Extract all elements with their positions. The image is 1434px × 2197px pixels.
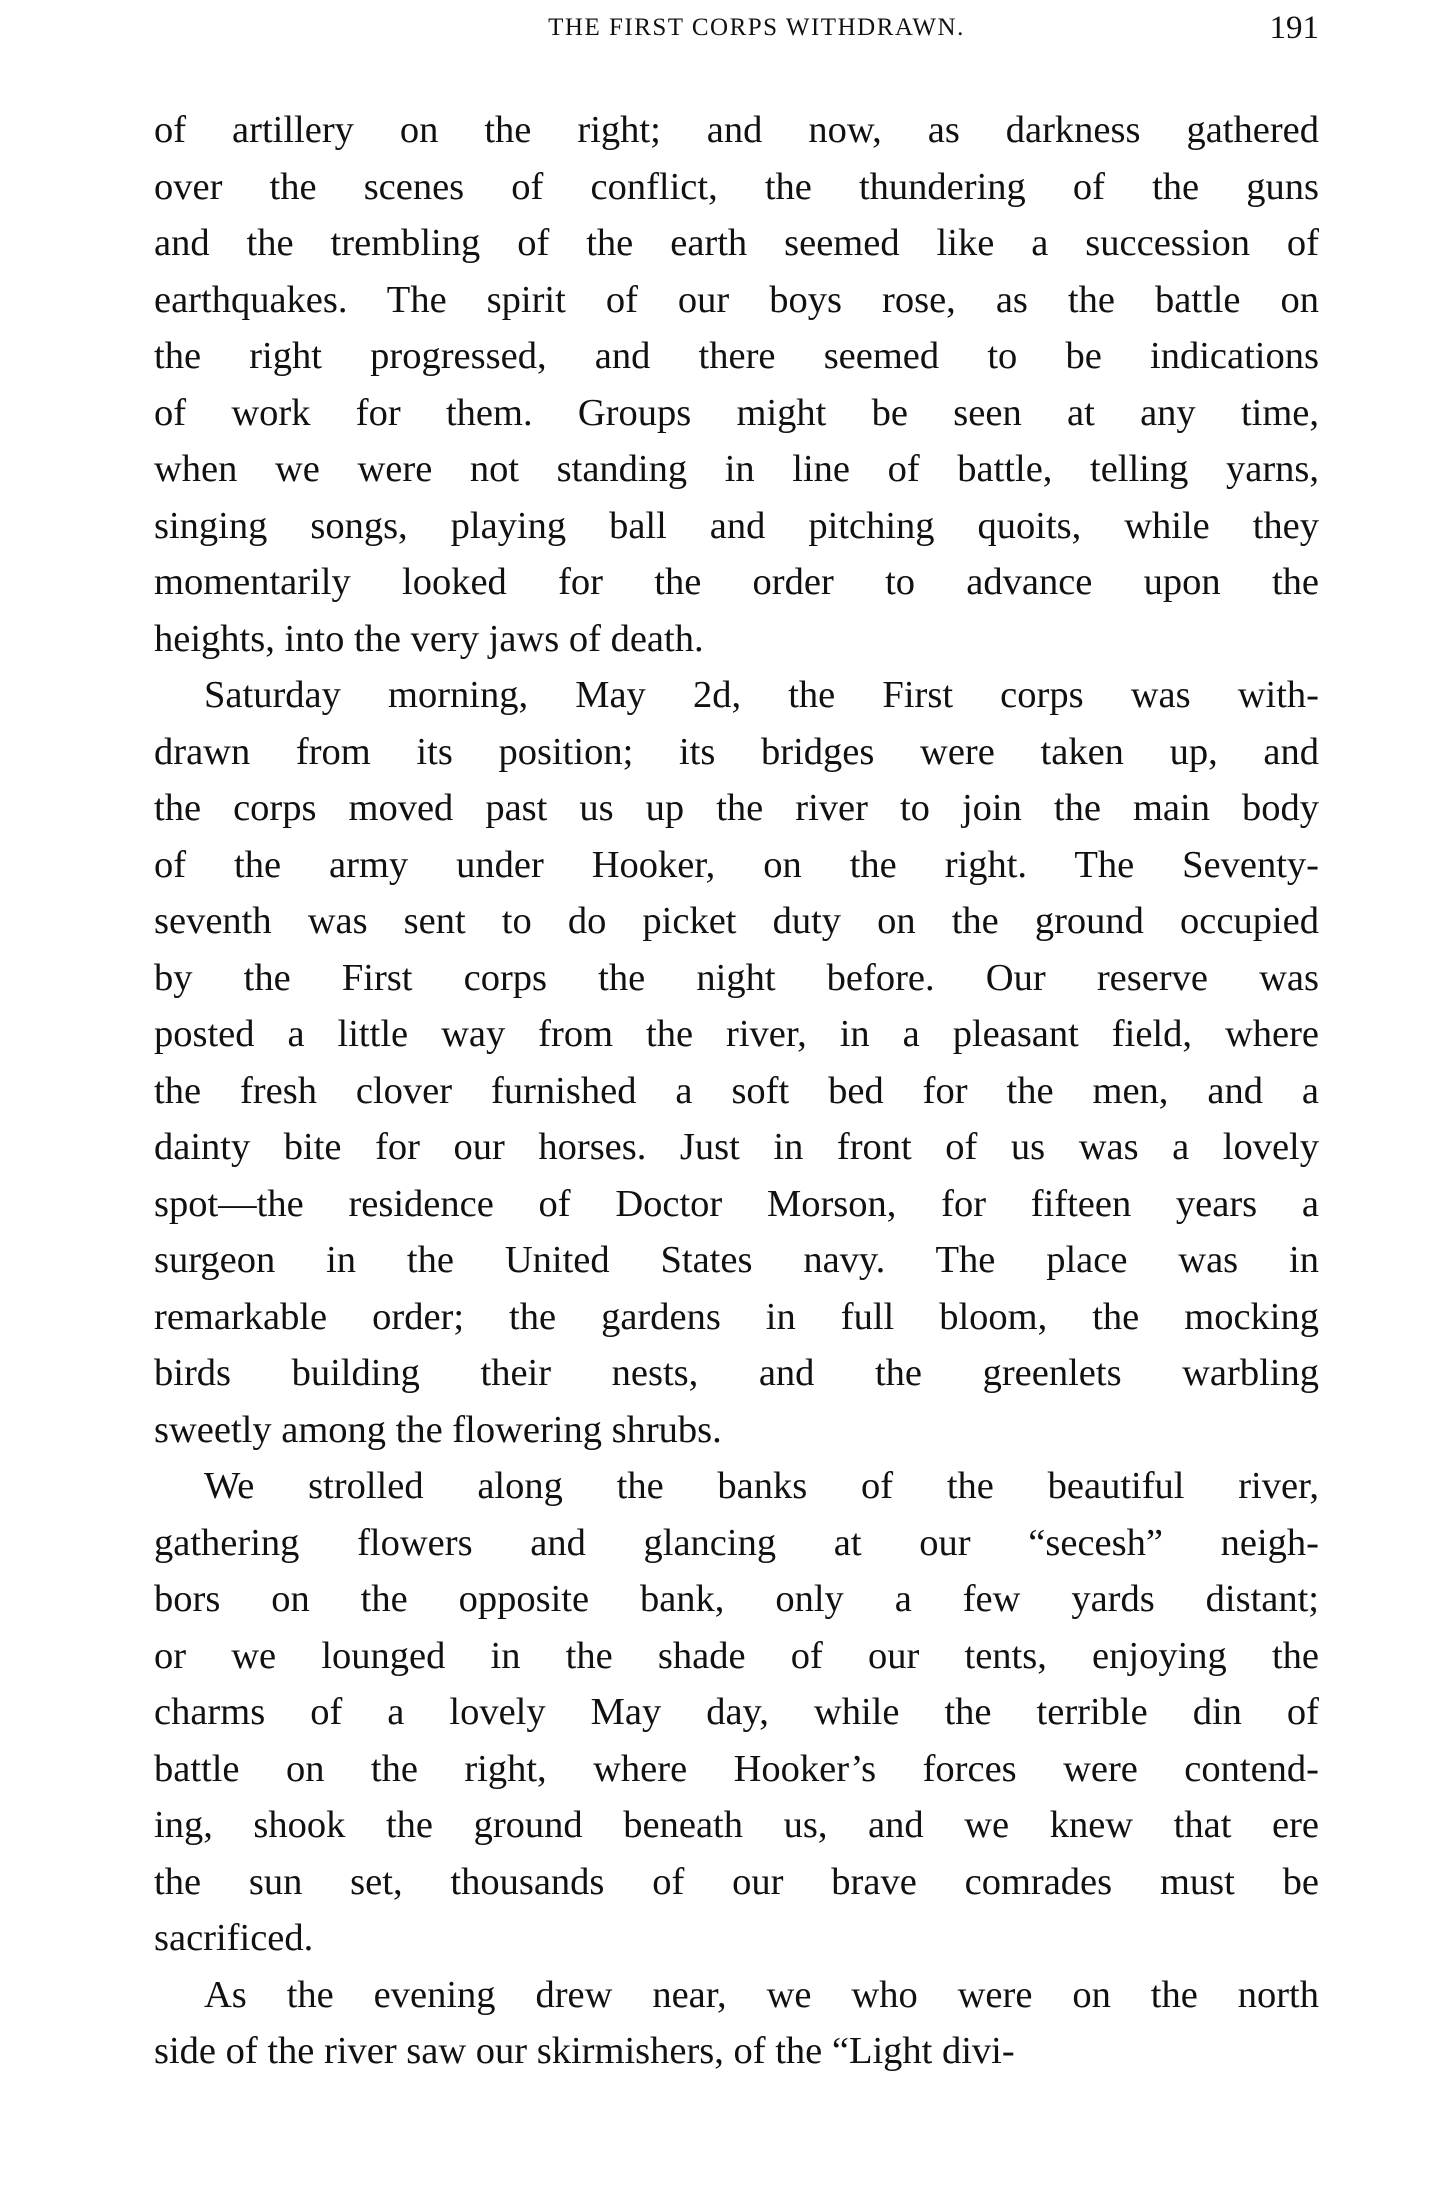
text-line: sweetly among the flowering shrubs. <box>154 1408 722 1451</box>
text-line: of the army under Hooker, on the right. The Seventy- <box>154 843 1319 886</box>
text-line: over the scenes of conflict, the thundering of the guns <box>154 165 1319 208</box>
text-line: of work for them. Groups might be seen at any time, <box>154 391 1319 434</box>
text-line: the right progressed, and there seemed to be indications <box>154 335 1319 377</box>
text-line: momentarily looked for the order to advance upon the <box>154 561 1319 603</box>
text-line: the corps moved past us up the river to join the main body <box>154 787 1319 829</box>
text-line: spot—the residence of Doctor Morson, for fifteen years a <box>154 1182 1319 1225</box>
paragraph <box>154 1458 1319 1967</box>
text-line: As the evening drew near, we who were on the north <box>204 1973 1319 2016</box>
text-line: surgeon in the United States navy. The place was in <box>154 1239 1319 1281</box>
text-line: seventh was sent to do picket duty on the ground occupied <box>154 900 1319 942</box>
text-line: ing, shook the ground beneath us, and we knew that ere <box>154 1804 1319 1846</box>
text-line: battle on the right, where Hooker’s forces were contend- <box>154 1747 1319 1790</box>
text-line: of artillery on the right; and now, as darkness gathered <box>154 109 1319 151</box>
text-line: drawn from its position; its bridges were taken up, and <box>154 730 1319 773</box>
text-line: by the First corps the night before. Our reserve was <box>154 956 1319 999</box>
text-line: remarkable order; the gardens in full bloom, the mocking <box>154 1295 1319 1338</box>
text-line: the fresh clover furnished a soft bed for the men, and a <box>154 1069 1319 1112</box>
text-line: when we were not standing in line of battle, telling yarns, <box>154 448 1319 490</box>
text-line: singing songs, playing ball and pitching quoits, while they <box>154 504 1319 547</box>
text-line: dainty bite for our horses. Just in front of us was a lovely <box>154 1126 1319 1168</box>
text-line: earthquakes. The spirit of our boys rose, as the battle on <box>154 278 1319 321</box>
text-line: side of the river saw our skirmishers, of the “Light divi- <box>154 2030 1015 2072</box>
text-line: and the trembling of the earth seemed like a succession of <box>154 222 1319 264</box>
paragraph <box>154 667 1319 1458</box>
text-line: bors on the opposite bank, only a few yards distant; <box>154 1578 1319 1620</box>
page-body <box>154 102 1319 2080</box>
text-line: gathering flowers and glancing at our “secesh” neigh- <box>154 1521 1319 1564</box>
text-line: birds building their nests, and the greenlets warbling <box>154 1352 1319 1394</box>
text-line: posted a little way from the river, in a pleasant field, where <box>154 1013 1319 1055</box>
text-line: heights, into the very jaws of death. <box>154 617 704 660</box>
text-line: or we lounged in the shade of our tents, enjoying the <box>154 1634 1319 1677</box>
text-line: We strolled along the banks of the beautiful river, <box>204 1465 1319 1507</box>
running-title: THE FIRST CORPS WITHDRAWN. <box>548 14 965 41</box>
text-line: Saturday morning, May 2d, the First corps was with- <box>204 674 1319 716</box>
text-line: charms of a lovely May day, while the terrible din of <box>154 1691 1319 1733</box>
text-line: the sun set, thousands of our brave comrades must be <box>154 1860 1319 1903</box>
paragraph <box>154 102 1319 667</box>
page-header <box>154 10 1319 54</box>
page-number: 191 <box>1269 10 1319 46</box>
text-line: sacrificed. <box>154 1917 314 1959</box>
paragraph <box>154 1967 1319 2080</box>
